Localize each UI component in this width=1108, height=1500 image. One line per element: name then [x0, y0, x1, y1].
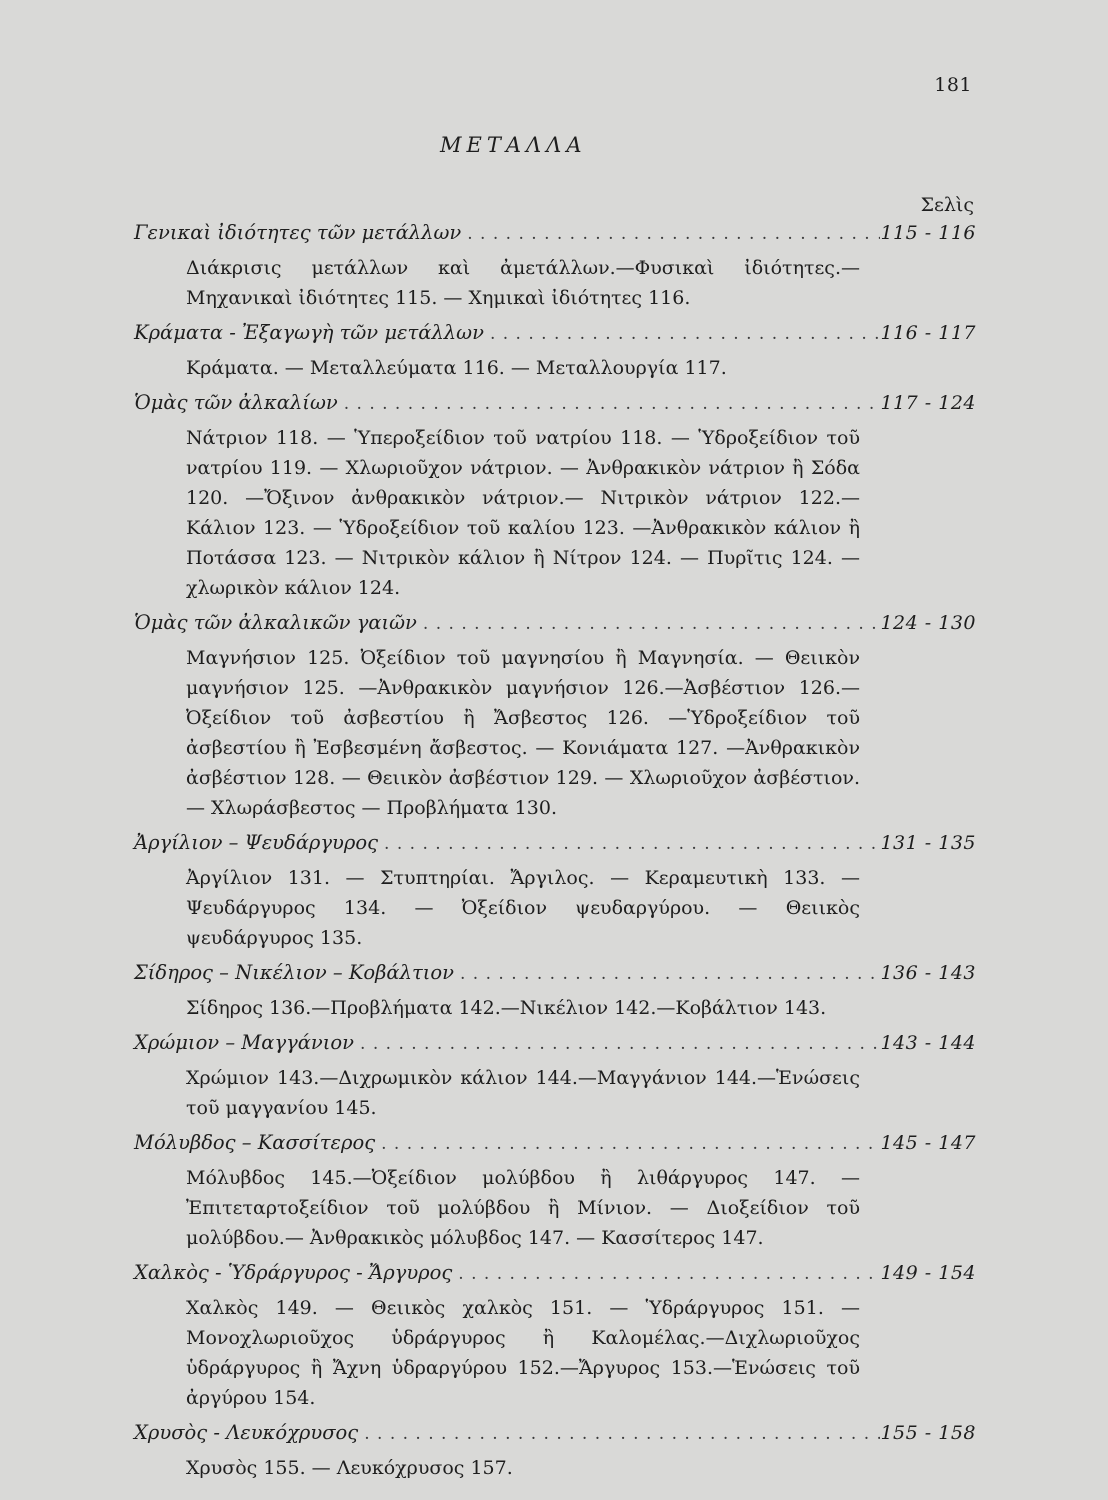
section-heading: Χρώμιον – Μαγγάνιον [134, 1031, 355, 1054]
section-description: Κράματα. — Μεταλλεύματα 116. — Μεταλλουργία 117. [186, 357, 727, 379]
dot-leader [375, 1134, 880, 1154]
dot-leader [417, 614, 880, 634]
toc-section [134, 831, 976, 953]
section-description: Μαγνήσιον 125. Ὀξείδιον τοῦ μαγνησίου ἢ Μαγνησία. — Θειικὸν μαγνήσιον 125. —Ἀνθρακικὸν μαγνήσιον 126.—Ἀσβέστιον 126.— Ὀξείδιον τοῦ ἀσβεστίου ἢ Ἄσβεστος 126. —Ὑδροξείδιον τοῦ ἀσβεστίου ἢ Ἐσβεσμένη ἄσβεστος. — Κονιάματα 127. —Ἀνθρακικὸν ἀσβέστιον 128. — Θειικὸν ἀσβέστιον 129. — Χλωριοῦχον ἀσβέστιον. — Χλωράσβεστος — Προβλήματα 130. [186, 647, 860, 819]
dot-leader [484, 324, 880, 344]
page-range: 124 - 130 [880, 612, 976, 634]
page-range: 155 - 158 [880, 1422, 976, 1444]
dot-leader [454, 964, 880, 984]
page-range: 117 - 124 [880, 392, 976, 414]
toc-heading-row [134, 1031, 976, 1063]
section-heading: Ὁμὰς τῶν ἀλκαλικῶν γαιῶν [134, 611, 417, 634]
toc-heading-row [134, 1261, 976, 1293]
page-number: 181 [934, 74, 972, 96]
toc-section [134, 221, 976, 313]
section-heading: Κράματα - Ἐξαγωγὴ τῶν μετάλλων [134, 321, 484, 344]
pages-column-header: Σελὶς [920, 194, 974, 216]
page-range: 145 - 147 [880, 1132, 976, 1154]
toc-section [134, 1261, 976, 1413]
table-of-contents [134, 221, 976, 1491]
section-description: Χαλκὸς 149. — Θειικὸς χαλκὸς 151. — Ὑδράργυρος 151. — Μονοχλωριοῦχος ὑδράργυρος ἢ Καλομέλας.—Διχλωριοῦχος ὑδράργυρος ἢ Ἄχνη ὑδραργύρου 152.—Ἄργυρος 153.—Ἑνώσεις τοῦ ἀργύρου 154. [186, 1297, 860, 1409]
section-heading: Μόλυβδος – Κασσίτερος [134, 1131, 376, 1154]
dot-leader [461, 224, 880, 244]
toc-heading-row [134, 321, 976, 353]
toc-heading-row [134, 1421, 976, 1453]
section-description: Μόλυβδος 145.—Ὀξείδιον μολύβδου ἢ λιθάργυρος 147. — Ἐπιτεταρτοξείδιον τοῦ μολύβδου ἢ Μίνιον. — Διοξείδιον τοῦ μολύβδου.— Ἀνθρακικὸς μόλυβδος 147. — Κασσίτερος 147. [186, 1167, 860, 1249]
dot-leader [354, 1034, 880, 1054]
dot-leader [452, 1264, 880, 1284]
toc-section [134, 391, 976, 603]
toc-heading-row [134, 391, 976, 423]
dot-leader [338, 394, 880, 414]
toc-section [134, 611, 976, 823]
section-description: Νάτριον 118. — Ὑπεροξείδιον τοῦ νατρίου 118. — Ὑδροξείδιον τοῦ νατρίου 119. — Χλωριοῦχον νάτριον. — Ἀνθρακικὸν νάτριον ἢ Σόδα 120. —Ὄξινον ἀνθρακικὸν νάτριον.— Νιτρικὸν νάτριον 122.— Κάλιον 123. — Ὑδροξείδιον τοῦ καλίου 123. —Ἀνθρακικὸν κάλιον ἢ Ποτάσσα 123. — Νιτρικὸν κάλιον ἢ Νίτρον 124. — Πυρῖτις 124. — χλωρικὸν κάλιον 124. [186, 427, 860, 599]
toc-heading-row [134, 831, 976, 863]
section-description: Χρυσὸς 155. — Λευκόχρυσος 157. [186, 1457, 513, 1479]
toc-section [134, 961, 976, 1023]
toc-section [134, 321, 976, 383]
section-description: Σίδηρος 136.—Προβλήματα 142.—Νικέλιον 142.—Κοβάλτιον 143. [186, 997, 827, 1019]
toc-heading-row [134, 961, 976, 993]
toc-section [134, 1131, 976, 1253]
page-title: ΜΕΤΑΛΛΑ [440, 133, 587, 157]
section-description: Χρώμιον 143.—Διχρωμικὸν κάλιον 144.—Μαγγάνιον 144.—Ἑνώσεις τοῦ μαγγανίου 145. [186, 1067, 860, 1119]
page-range: 116 - 117 [880, 322, 976, 344]
section-heading: Γενικαὶ ἰδιότητες τῶν μετάλλων [134, 221, 462, 244]
toc-section [134, 1031, 976, 1123]
section-heading: Ἀργίλιον – Ψευδάργυρος [134, 831, 379, 854]
page-range: 149 - 154 [880, 1262, 976, 1284]
dot-leader [378, 834, 880, 854]
dot-leader [358, 1424, 880, 1444]
page-range: 131 - 135 [880, 832, 976, 854]
toc-heading-row [134, 611, 976, 643]
section-description: Διάκρισις μετάλλων καὶ ἀμετάλλων.—Φυσικαὶ ἰδιότητες.—Μηχανικαὶ ἰδιότητες 115. — Χημικαὶ ἰδιότητες 116. [186, 257, 860, 309]
toc-section [134, 1421, 976, 1483]
section-heading: Σίδηρος – Νικέλιον – Κοβάλτιον [134, 961, 454, 984]
page-range: 136 - 143 [880, 962, 976, 984]
section-heading: Ὁμὰς τῶν ἀλκαλίων [134, 391, 338, 414]
section-heading: Χρυσὸς - Λευκόχρυσος [134, 1421, 359, 1444]
section-description: Ἀργίλιον 131. — Στυπτηρίαι. Ἄργιλος. — Κεραμευτικὴ 133. — Ψευδάργυρος 134. — Ὀξείδιον ψευδαργύρου. — Θειικὸς ψευδάργυρος 135. [186, 867, 860, 949]
toc-heading-row [134, 221, 976, 253]
page-range: 115 - 116 [880, 222, 976, 244]
page-range: 143 - 144 [880, 1032, 976, 1054]
toc-heading-row [134, 1131, 976, 1163]
section-heading: Χαλκὸς - Ὑδράργυρος - Ἄργυρος [134, 1261, 453, 1284]
